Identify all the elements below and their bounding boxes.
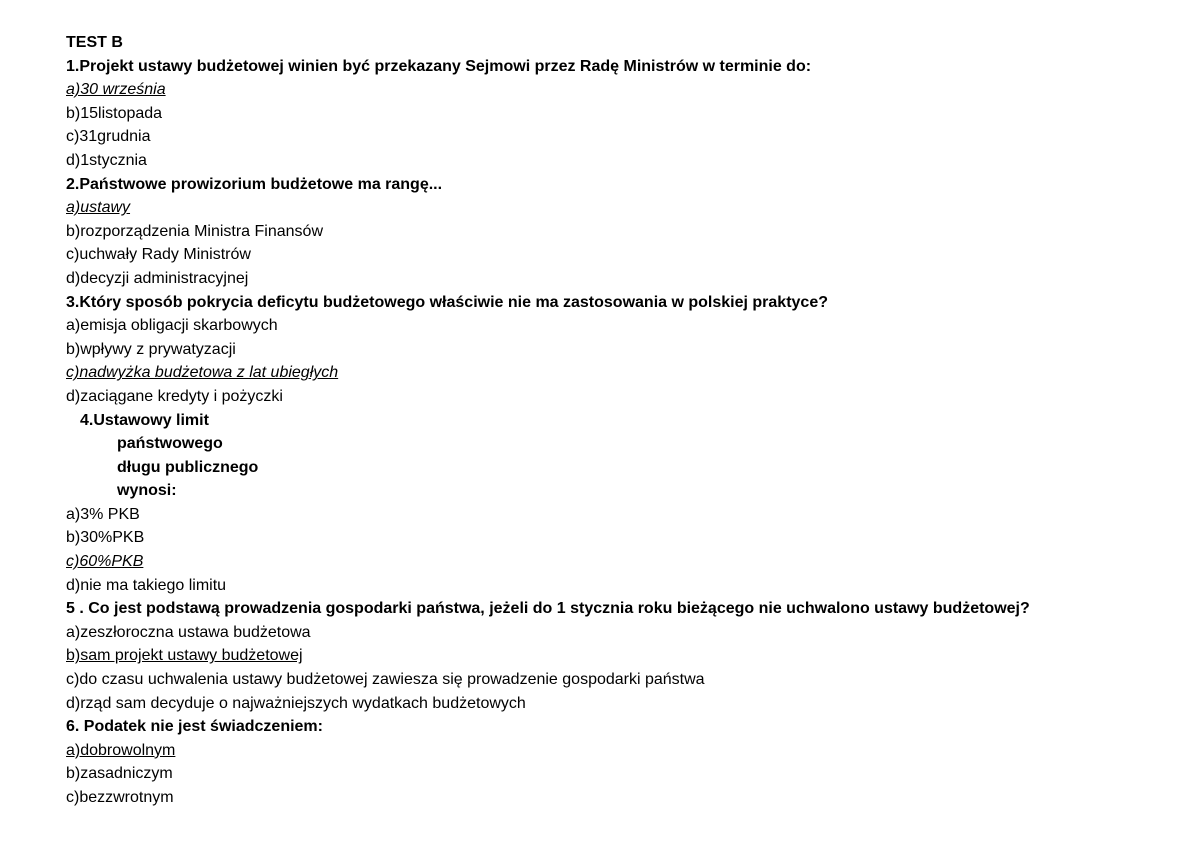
q1-answer-a: a)30 września (66, 81, 166, 99)
question-3: 3.Który sposób pokrycia deficytu budżetowego właściwie nie ma zastosowania w polskiej praktyce? (66, 293, 828, 311)
question-4-line-3: długu publicznego (117, 458, 259, 476)
q5-answer-d: d)rząd sam decyduje o najważniejszych wydatkach budżetowych (66, 694, 526, 712)
question-4-line-4: wynosi: (117, 482, 177, 500)
q6-answer-a: a)dobrowolnym (66, 741, 176, 759)
question-4-line-1: 4.Ustawowy limit (80, 411, 209, 429)
q3-answer-a: a)emisja obligacji skarbowych (66, 317, 278, 335)
document-body (66, 31, 1186, 810)
q4-answer-b: b)30%PKB (66, 529, 145, 547)
q5-answer-b: b)sam projekt ustawy budżetowej (66, 647, 303, 665)
q2-answer-b: b)rozporządzenia Ministra Finansów (66, 222, 323, 240)
q3-answer-c: c)nadwyżka budżetowa z lat ubiegłych (66, 364, 339, 382)
question-1: 1.Projekt ustawy budżetowej winien być przekazany Sejmowi przez Radę Ministrów w terminie do: (66, 57, 812, 75)
q3-answer-b: b)wpływy z prywatyzacji (66, 340, 236, 358)
q4-answer-a: a)3% PKB (66, 505, 140, 523)
q1-answer-d: d)1stycznia (66, 151, 147, 169)
q6-answer-b: b)zasadniczym (66, 765, 173, 783)
q4-answer-c: c)60%PKB (66, 553, 144, 571)
question-6: 6. Podatek nie jest świadczeniem: (66, 718, 323, 736)
q6-answer-c: c)bezzwrotnym (66, 789, 174, 806)
q5-answer-c: c)do czasu uchwalenia ustawy budżetowej zawiesza się prowadzenie gospodarki państwa (66, 671, 705, 689)
q2-answer-c: c)uchwały Rady Ministrów (66, 246, 251, 264)
question-2: 2.Państwowe prowizorium budżetowe ma rangę... (66, 175, 443, 193)
q3-answer-d: d)zaciągane kredyty i pożyczki (66, 387, 283, 405)
q5-answer-a: a)zeszłoroczna ustawa budżetowa (66, 623, 311, 641)
question-5: 5 . Co jest podstawą prowadzenia gospodarki państwa, jeżeli do 1 stycznia roku bieżącego nie uchwalono ustawy budżetowej? (66, 600, 1030, 618)
test-title: TEST B (66, 34, 123, 51)
q1-answer-b: b)15listopada (66, 104, 163, 122)
question-4-line-2: państwowego (117, 435, 223, 453)
q2-answer-d: d)decyzji administracyjnej (66, 269, 249, 287)
q4-answer-d: d)nie ma takiego limitu (66, 576, 227, 594)
q1-answer-c: c)31grudnia (66, 128, 151, 146)
q2-answer-a: a)ustawy (66, 199, 131, 217)
